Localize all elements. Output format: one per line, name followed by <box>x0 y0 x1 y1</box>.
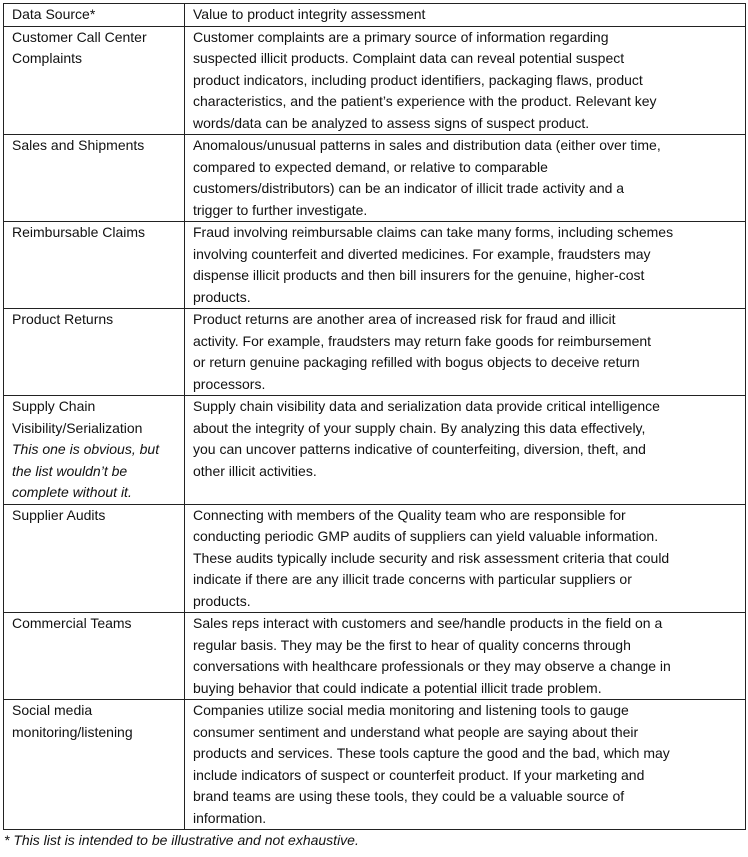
data-source-label: Supply Chain <box>12 398 96 414</box>
data-source-label: Product Returns <box>12 311 114 327</box>
value-cell <box>185 613 746 700</box>
value-text-line: Sales reps interact with customers and see/handle products in the field on a <box>193 615 663 631</box>
value-text-line: dispense illicit products and then bill insurers for the genuine, higher-cost <box>193 267 645 283</box>
table-row <box>4 700 746 830</box>
data-source-cell <box>4 222 185 309</box>
value-cell <box>185 309 746 396</box>
table-row <box>4 135 746 222</box>
value-text-line: consumer sentiment and understand what people are saying about their <box>193 723 639 740</box>
value-text-line: processors. <box>193 375 266 392</box>
table-row <box>4 396 746 505</box>
value-text-line: Connecting with members of the Quality team who are responsible for <box>193 506 626 523</box>
value-text-line: products. <box>193 592 251 609</box>
table-row <box>4 26 746 135</box>
value-cell <box>185 504 746 613</box>
value-text-line: words/data can be analyzed to assess signs of suspect product. <box>193 114 590 131</box>
value-text-line: regular basis. They may be the first to hear of quality concerns through <box>193 636 631 653</box>
value-text-line: buying behavior that could indicate a potential illicit trade problem. <box>193 679 602 696</box>
data-source-cell <box>4 396 185 505</box>
value-text-line: or return genuine packaging refilled with bogus objects to deceive return <box>193 354 640 370</box>
value-text-line: Companies utilize social media monitoring and listening tools to gauge <box>193 702 629 718</box>
data-source-label: Complaints <box>12 50 83 66</box>
value-text-line: conducting periodic GMP audits of suppliers can yield valuable information. <box>193 528 659 544</box>
data-source-label: Reimbursable Claims <box>12 224 146 240</box>
value-text-line: compared to expected demand, or relative to comparable <box>193 158 548 175</box>
value-text-line: activity. For example, fraudsters may return fake goods for reimbursement <box>193 332 652 349</box>
value-text-line: you can uncover patterns indicative of counterfeiting, diversion, theft, and <box>193 441 646 457</box>
value-cell <box>185 700 746 830</box>
header-value: Value to product integrity assessment <box>185 4 746 27</box>
data-source-cell <box>4 613 185 700</box>
header-data-source: Data Source* <box>4 4 185 27</box>
value-cell <box>185 396 746 505</box>
data-source-note: This one is obvious, but <box>12 441 160 457</box>
value-text-line: suspected illicit products. Complaint data can reveal potential suspect <box>193 50 625 66</box>
value-cell <box>185 26 746 135</box>
data-source-label: Commercial Teams <box>12 615 132 631</box>
value-text-line: customers/distributors) can be an indicator of illicit trade activity and a <box>193 180 625 196</box>
table-header-row <box>4 4 746 27</box>
data-source-note: the list wouldn’t be <box>12 462 128 479</box>
value-text-line: information. <box>193 809 267 826</box>
value-text-line: brand teams are using these tools, they could be a valuable source of <box>193 788 625 804</box>
value-cell <box>185 222 746 309</box>
value-text-line: conversations with healthcare professionals or they may observe a change in <box>193 658 671 674</box>
data-source-label: Supplier Audits <box>12 506 106 523</box>
value-text-line: indicate if there are any illicit trade concerns with particular suppliers or <box>193 571 632 587</box>
value-text-line: products and services. These tools capture the good and the bad, which may <box>193 745 670 761</box>
data-source-cell <box>4 700 185 830</box>
data-source-label: monitoring/listening <box>12 723 133 740</box>
footnote: * This list is intended to be illustrative and not exhaustive. <box>4 832 359 848</box>
value-text-line: Customer complaints are a primary source of information regarding <box>193 28 609 45</box>
data-source-cell <box>4 309 185 396</box>
value-text-line: trigger to further investigate. <box>193 201 368 218</box>
data-source-label: Social media <box>12 702 93 718</box>
table-row <box>4 309 746 396</box>
data-source-label: Customer Call Center <box>12 28 147 45</box>
value-text-line: Supply chain visibility data and serialization data provide critical intelligence <box>193 398 660 414</box>
data-source-label: Visibility/Serialization <box>12 419 143 436</box>
table-row <box>4 504 746 613</box>
data-source-cell <box>4 26 185 135</box>
table-row <box>4 613 746 700</box>
value-text-line: about the integrity of your supply chain. By analyzing this data effectively, <box>193 419 646 436</box>
value-text-line: Fraud involving reimbursable claims can take many forms, including schemes <box>193 224 674 240</box>
value-text-line: Anomalous/unusual patterns in sales and distribution data (either over time, <box>193 137 661 153</box>
table-row <box>4 222 746 309</box>
value-text-line: other illicit activities. <box>193 462 317 479</box>
value-text-line: include indicators of suspect or counterfeit product. If your marketing and <box>193 766 645 783</box>
data-source-cell <box>4 504 185 613</box>
value-cell <box>185 135 746 222</box>
value-text-line: Product returns are another area of increased risk for fraud and illicit <box>193 311 616 327</box>
data-sources-table <box>3 3 746 830</box>
value-text-line: involving counterfeit and diverted medicines. For example, fraudsters may <box>193 245 651 262</box>
data-source-label: Sales and Shipments <box>12 137 145 153</box>
data-source-cell <box>4 135 185 222</box>
value-text-line: These audits typically include security and risk assessment criteria that could <box>193 549 670 566</box>
value-text-line: product indicators, including product identifiers, packaging flaws, product <box>193 71 643 88</box>
data-source-note: complete without it. <box>12 484 132 500</box>
value-text-line: products. <box>193 288 251 305</box>
value-text-line: characteristics, and the patient’s experience with the product. Relevant key <box>193 93 657 109</box>
